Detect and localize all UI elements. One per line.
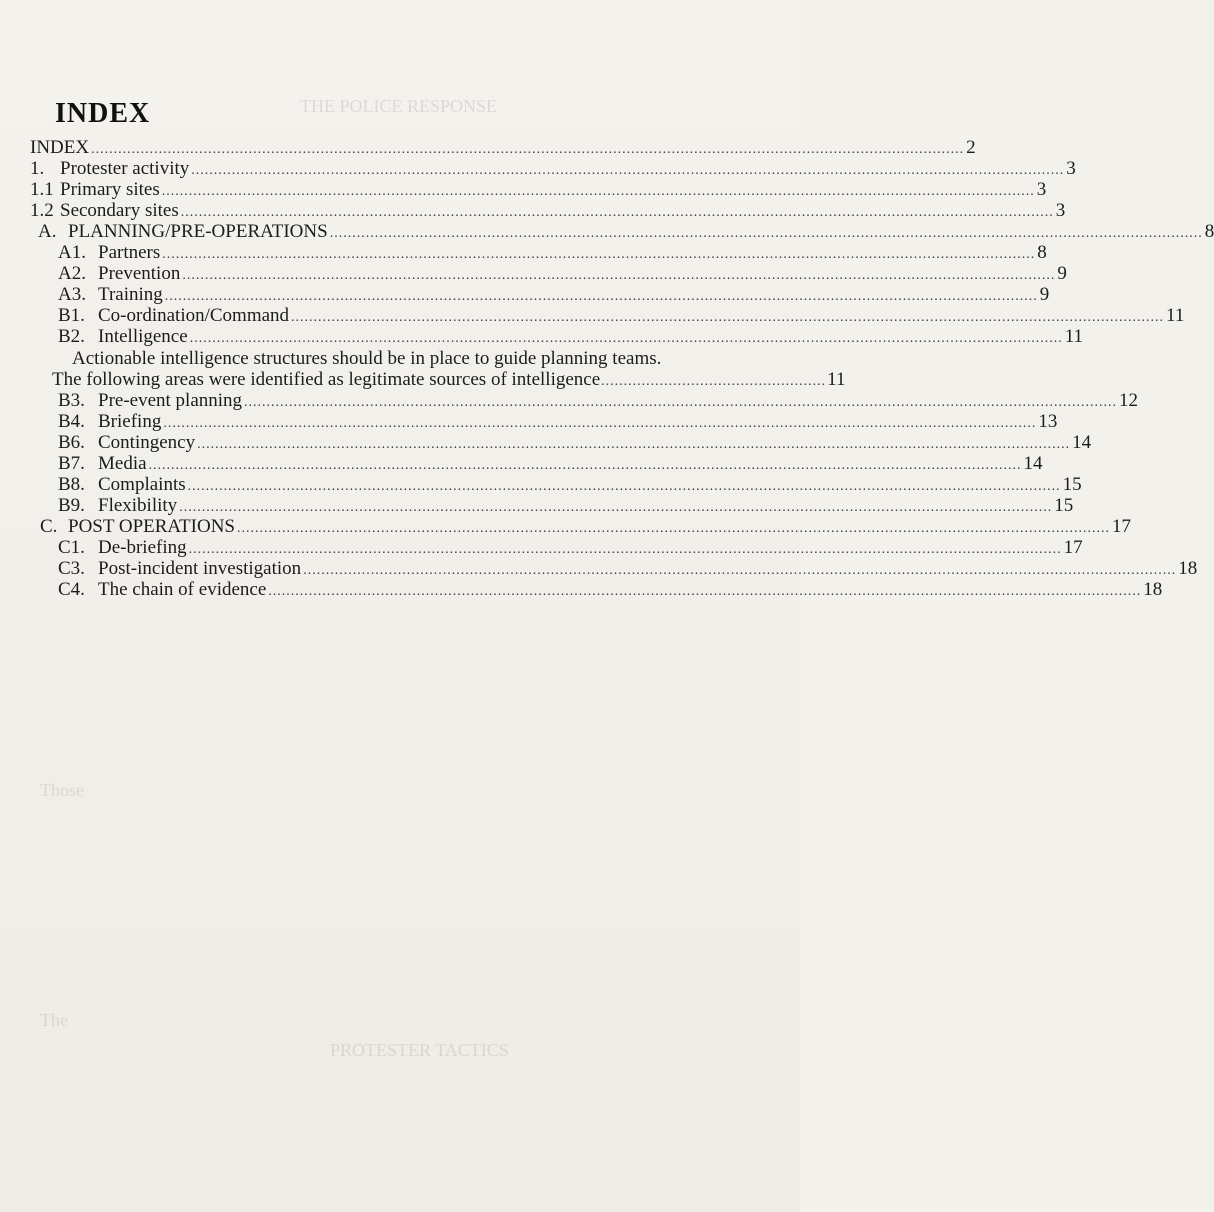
dot-leader: .................................................................................................................................................................................................. <box>91 142 965 157</box>
page-title: INDEX <box>55 98 151 129</box>
toc-page-number: 3 <box>1066 158 1076 179</box>
paragraph-text: The following areas were identified as legitimate sources of intelligence <box>52 369 601 390</box>
toc-row <box>0 221 1214 243</box>
toc-row <box>0 137 976 159</box>
toc-page-number: 14 <box>1023 453 1043 474</box>
toc-entry-number: A3. <box>58 284 86 305</box>
dot-leader: .................................................................................................................................................................................................. <box>148 458 1022 473</box>
toc-entry-number: A1. <box>58 242 86 263</box>
toc-entry-number: C1. <box>58 537 85 558</box>
toc-row <box>0 200 1066 222</box>
toc-page-number: 9 <box>1057 263 1067 284</box>
toc-entry[interactable] <box>58 579 1163 603</box>
toc-page-number: 11 <box>1064 326 1083 347</box>
toc-entry-text: Post-incident investigation <box>98 558 302 579</box>
toc-entry-text: Co-ordination/Command <box>98 305 290 326</box>
dot-leader: .................................................................................................................................................................................................. <box>179 500 1053 515</box>
toc-row <box>0 432 1092 454</box>
toc-row <box>0 558 1198 580</box>
dot-leader: .................................................................................................................................................................................................. <box>164 289 1038 304</box>
toc-page-number: 11 <box>1166 305 1185 326</box>
toc-page-number: 3 <box>1036 179 1047 200</box>
toc-row <box>0 495 1074 517</box>
toc-entry-number: B9. <box>58 495 85 516</box>
toc-row <box>0 305 1185 327</box>
dot-leader: .................................................................................................................................................................................................. <box>329 226 1203 241</box>
dot-leader: .................................................................................................................................................................................................. <box>191 163 1065 178</box>
toc-entry-number: B8. <box>58 474 85 495</box>
toc-entry-text: De-briefing <box>98 537 187 558</box>
dot-leader: .................................................................................................................................................................................................. <box>161 184 1035 199</box>
toc-entry-text: Primary sites <box>60 179 160 200</box>
toc-entry-number: B1. <box>58 305 85 326</box>
toc-page-number: 13 <box>1038 411 1058 432</box>
toc-row <box>0 263 1067 285</box>
dot-leader: .................................................................................................................................................................................................. <box>162 247 1036 262</box>
toc-page-number: 8 <box>1037 242 1047 263</box>
toc-row <box>0 579 1163 601</box>
bleed-through-heading: PROTESTER TACTICS <box>330 1040 509 1060</box>
toc-entry-text: Pre-event planning <box>98 390 243 411</box>
toc-entry-number: A2. <box>58 263 86 284</box>
toc-entry-text: Contingency <box>98 432 196 453</box>
toc-row <box>0 242 1047 264</box>
dot-leader: .................................................................................................................................................................................................. <box>189 331 1063 346</box>
toc-page-number: 15 <box>1062 474 1082 495</box>
toc-entry-text: Flexibility <box>98 495 178 516</box>
bleed-through-text: The <box>40 1010 68 1030</box>
dot-leader: .................................................................................................................................................................................................. <box>197 437 1071 452</box>
toc-entry-number: B6. <box>58 432 85 453</box>
bleed-through-text: Those <box>40 780 84 800</box>
toc-row <box>0 390 1139 412</box>
toc-entry-text: Media <box>98 453 147 474</box>
toc-entry-number: B2. <box>58 326 85 347</box>
toc-row <box>0 284 1050 306</box>
dot-leader: .................................................................................................................................................................................................. <box>188 542 1062 557</box>
toc-row <box>0 474 1082 496</box>
toc-entry-number: 1.1 <box>30 179 54 200</box>
toc-entry-number: B7. <box>58 453 85 474</box>
toc-row <box>0 411 1058 433</box>
toc-page-number: 15 <box>1054 495 1074 516</box>
toc-row <box>0 326 1083 348</box>
dot-leader: .................................................................................................................................................................................................. <box>180 205 1054 220</box>
toc-row <box>0 158 1076 180</box>
toc-entry[interactable] <box>58 326 1083 350</box>
toc-page-number: 2 <box>966 137 976 158</box>
toc-row <box>0 537 1083 559</box>
toc-entry-number: C3. <box>58 558 85 579</box>
dot-leader: .................................................. <box>601 374 827 389</box>
bleed-through-heading: THE POLICE RESPONSE <box>300 96 498 116</box>
dot-leader: .................................................................................................................................................................................................. <box>291 310 1165 325</box>
toc-entry-text: Prevention <box>98 263 181 284</box>
dot-leader: .................................................................................................................................................................................................. <box>303 563 1177 578</box>
toc-page-number: 12 <box>1119 390 1139 411</box>
toc-entry-text: Intelligence <box>98 326 188 347</box>
toc-page-number: 11 <box>827 369 846 390</box>
toc-entry-number: C. <box>40 516 58 537</box>
toc-entry-text: Secondary sites <box>60 200 179 221</box>
toc-entry-number: A. <box>38 221 57 242</box>
toc-page-number: 14 <box>1072 432 1092 453</box>
toc-page-number: 18 <box>1178 558 1198 579</box>
toc-entry-number: 1. <box>30 158 45 179</box>
toc-page-number: 17 <box>1063 537 1083 558</box>
toc-entry-number: C4. <box>58 579 85 600</box>
paragraph-text: Actionable intelligence structures should be in place to guide planning teams. <box>72 348 662 369</box>
toc-entry-text: Partners <box>98 242 161 263</box>
toc-entry-text: The chain of evidence <box>98 579 267 600</box>
toc-page-number: 18 <box>1143 579 1163 600</box>
toc-entry-text: POST OPERATIONS <box>68 516 235 537</box>
dot-leader: .................................................................................................................................................................................................. <box>237 521 1110 536</box>
toc-row <box>0 453 1043 475</box>
toc-entry-text: Protester activity <box>60 158 190 179</box>
dot-leader: .................................................................................................................................................................................................. <box>182 268 1056 283</box>
toc-page-number: 9 <box>1039 284 1050 305</box>
toc-entry-number: B3. <box>58 390 85 411</box>
toc-entry-number: 1.2 <box>30 200 54 221</box>
toc-entry-label: INDEX <box>30 137 90 158</box>
dot-leader: .................................................................................................................................................................................................. <box>163 416 1037 431</box>
toc-entry-text: Complaints <box>98 474 186 495</box>
toc-page-number: 3 <box>1055 200 1066 221</box>
toc-row <box>0 516 1131 538</box>
dot-leader: .................................................................................................................................................................................................. <box>187 479 1061 494</box>
toc-entry-text: Training <box>98 284 163 305</box>
toc-entry-number: B4. <box>58 411 85 432</box>
dot-leader: .................................................................................................................................................................................................. <box>244 395 1118 410</box>
dot-leader: .................................................................................................................................................................................................. <box>268 584 1142 599</box>
toc-page-number: 8 <box>1204 221 1214 242</box>
intelligence-paragraph-line-1 <box>72 348 767 370</box>
toc-row <box>0 179 1047 201</box>
toc-page-number: 17 <box>1112 516 1131 537</box>
toc-entry-text: Briefing <box>98 411 162 432</box>
toc-entry-text: PLANNING/PRE-OPERATIONS <box>68 221 328 242</box>
